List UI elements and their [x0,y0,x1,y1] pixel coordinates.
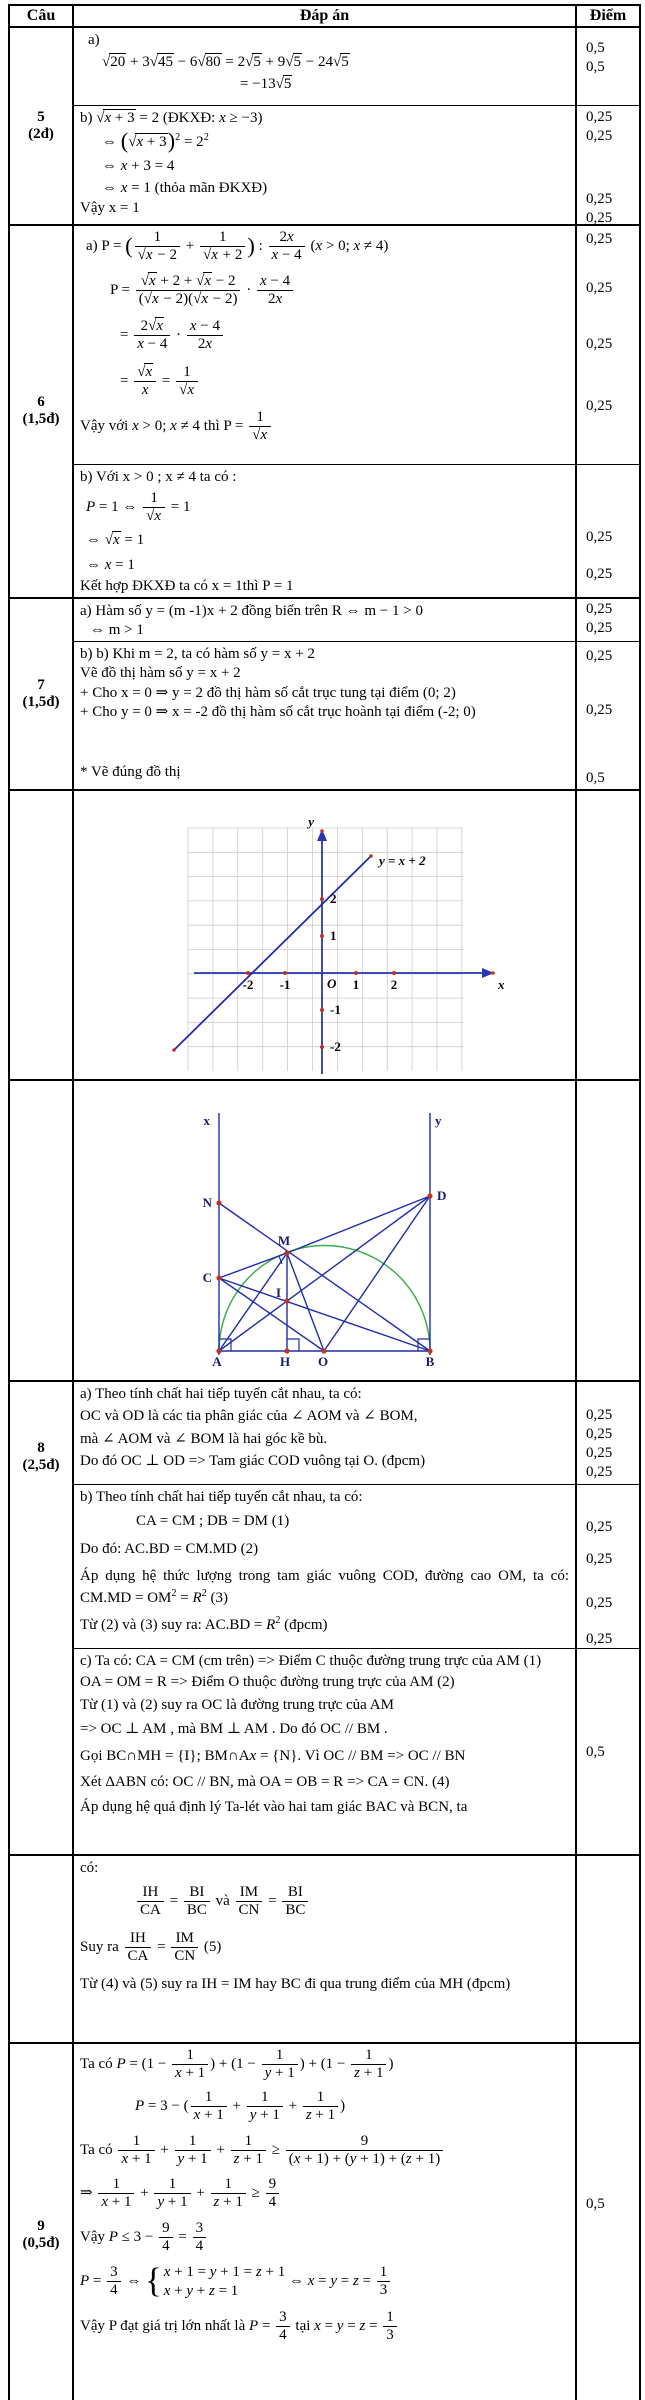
score-value: 0,25 [586,191,613,207]
drawing-cell [74,1081,577,1380]
section-graph [74,791,639,1079]
answer-line: b) √x + 3 = 2 (ĐKXĐ: x ≥ −3) [80,110,263,126]
score-value: 0,5 [586,2195,605,2212]
answer-line: + Cho x = 0 ⇒ y = 2 đồ thị hàm số cắt trục tung tại điểm (0; 2) [80,684,456,701]
answer-line: P = 3 − ( $\frac{1}{x + 1}$ + $\frac{1}{y + 1}$ + $\frac{1}{z + 1}$ ) [135,2089,346,2124]
answer-line: Ta có P = (1 − $\frac{1}{x + 1}$ ) + (1 − $\frac{1}{y + 1}$ ) + (1 − $\frac{1}{z + 1}$ ) [80,2046,394,2081]
answer-line: c) Ta có: CA = CM (cm trên) => Điểm C thuộc đường trung trực của AM (1) [80,1652,542,1669]
section-figure [74,1081,639,1380]
svg-text:C: C [202,1269,212,1285]
answer-line: P = $\frac{√x + 2 + √x - 2}{(√x - 2)(√x - 2)}$ · $\frac{x - 4}{2x}$ [110,273,569,309]
answer-line: b) b) Khi m = 2, ta có hàm số y = x + 2 [80,645,315,662]
score-cell [577,106,639,224]
answer-line: ⇔ √x = 1 [86,532,145,548]
answer-line: ⇒ $\frac{1}{x + 1}$ + $\frac{1}{y + 1}$ + $\frac{1}{z + 1}$ ≥ $\frac{9}{4}$ [80,2176,569,2212]
answer-line: Vậy x = 1 [80,200,140,217]
answer-line: Do đó OC ⊥ OD => Tam giác COD vuông tại O. (đpcm) [80,1453,426,1469]
answer-line: + Cho y = 0 ⇒ x = -2 đồ thị hàm số cắt trục hoành tại điểm (-2; 0) [80,704,476,720]
score-value: 0,25 [586,1425,613,1442]
answer-cell [74,1382,577,1484]
score-cell [577,599,639,641]
svg-text:A: A [212,1353,222,1369]
score-value: 0,25 [586,128,613,144]
answer-line: b) Theo tính chất hai tiếp tuyến cắt nhau, ta có: [80,1488,363,1505]
question-number: 6 [37,394,45,411]
score-cell [577,1382,639,1484]
question-row-figure [10,1081,639,1382]
score-cell [577,1485,639,1648]
svg-text:O: O [327,975,337,991]
answer-line: Vậy P đạt giá trị lớn nhất là P = $\frac{3}{4}$ tại x = y = z = $\frac{1}{3}$ [80,2309,569,2345]
svg-text:N: N [202,1194,212,1210]
function-graph [74,793,571,1074]
answer-section [74,226,639,465]
svg-text:H: H [279,1353,291,1369]
svg-text:1: 1 [352,976,360,992]
svg-text:M: M [277,1232,291,1248]
svg-text:-1: -1 [279,976,291,992]
score-cell [577,1856,639,2042]
question-number: 5 [37,109,45,125]
question-number: 7 [37,676,45,693]
svg-text:2: 2 [390,976,398,992]
question-number-cell [10,791,74,1079]
answer-section [74,465,639,597]
score-cell [577,226,639,464]
answer-line: P = 1 ⇔ $\frac{1}{√x}$ = 1 [86,489,191,524]
question-points-total: (1,5đ) [22,411,60,428]
score-value: 0,5 [586,40,605,56]
score-value: 0,25 [586,647,613,664]
svg-text:y: y [308,813,314,829]
drawing-cell [74,791,577,1079]
score-value: 0,5 [586,1743,605,1760]
answer-section [74,599,639,642]
answer-section [74,1649,639,1854]
answer-section [74,642,639,789]
question-number-cell [10,28,74,224]
answer-line: √20 + 3√45 − 6√80 = 2√5 + 9√5 − 24√5 [102,53,349,70]
answer-line: a) [88,32,100,48]
score-value: 0,25 [586,529,613,545]
question-row-q [10,1856,639,2044]
svg-text:y: y [435,1112,442,1128]
answer-line: = $\frac{√x}{x}$ = $\frac{1}{√x}$ [120,364,569,400]
question-number-cell [10,1081,74,1380]
question-body [74,28,639,224]
svg-text:x: x [498,976,505,992]
score-value: 0,25 [586,1594,613,1611]
score-value: 0,25 [586,1550,613,1567]
score-cell [577,1649,639,1854]
header-dapan: Đáp án [74,6,577,26]
answer-section [74,1856,639,2042]
question-points-total: (2,5đ) [22,1456,60,1473]
header-cau: Câu [10,6,74,26]
svg-text:D: D [437,1187,447,1203]
question-row-7 [10,599,639,791]
answer-section [74,28,639,106]
question-row-9 [10,2044,639,2400]
score-cell [577,791,639,1079]
answer-line: Từ (4) và (5) suy ra IH = IM hay BC đi qua trung điểm của MH (đpcm) [80,1976,511,1992]
answer-line: CA = CM ; DB = DM (1) [136,1513,290,1529]
svg-text:-1: -1 [330,1001,341,1017]
score-value: 0,25 [586,1463,613,1480]
svg-text:x: x [203,1112,210,1128]
score-value: 0,25 [586,1518,613,1535]
question-number: 8 [37,1439,45,1456]
score-cell [577,465,639,597]
svg-text:-2: -2 [242,976,254,992]
question-row-graph [10,791,639,1081]
header-diem: Điểm [589,7,627,24]
question-number-cell [10,226,74,597]
question-points-total: (2đ) [28,126,54,142]
score-value: 0,5 [586,769,605,786]
answer-line: có: [80,1859,99,1876]
answer-line: * Vẽ đúng đồ thị [80,763,181,780]
score-value: 0,25 [586,1444,613,1461]
question-points-total: (1,5đ) [22,693,60,710]
answer-line: OC và OD là các tia phân giác của ∠ AOM và ∠ BOM, [80,1408,418,1424]
answer-cell [74,1485,577,1648]
score-cell [577,28,639,105]
answer-cell [74,28,577,105]
table-header [10,6,639,28]
answer-line: Từ (2) và (3) suy ra: $AC.BD = R^2$ (đpcm) [80,1615,328,1633]
answer-line: OA = OM = R => Điểm O thuộc đường trung trực của AM (2) [80,1674,455,1690]
svg-text:2: 2 [330,890,337,906]
answer-line: $\frac{IH}{CA}$ = $\frac{BI}{BC}$ và $\frac{IM}{CN}$ = $\frac{BI}{BC}$ [135,1884,569,1920]
question-number-cell [10,599,74,789]
question-number: 9 [37,2217,45,2234]
score-value: 0,5 [586,59,605,75]
svg-text:I: I [275,1284,281,1300]
question-row-5 [10,28,639,226]
answer-section [74,2044,639,2400]
question-body [74,791,639,1079]
answer-cell [74,642,577,789]
question-number-cell [10,1856,74,2042]
score-value: 0,25 [586,566,613,582]
answer-cell [74,1649,577,1854]
answer-line: Do đó: AC.BD = CM.MD (2) [80,1540,259,1557]
score-value: 0,25 [586,398,613,414]
question-body [74,1081,639,1380]
answer-line: Vậy với x > 0; x ≠ 4 thì P = $\frac{1}{√x}$ [80,409,569,445]
question-number-cell [10,1382,74,1854]
answer-line: ⇔ x = 1 (thỏa mãn ĐKXĐ) [102,179,268,196]
score-cell [577,1081,639,1380]
answer-line: a) Theo tính chất hai tiếp tuyến cắt nhau, ta có: [80,1385,362,1402]
answer-line: ⇔ x = 1 [86,556,135,573]
question-body [74,1382,639,1854]
score-cell [577,2044,639,2400]
answer-cell [74,599,577,641]
answer-line: ⇔ m > 1 [90,622,144,638]
answer-cell [74,1856,577,2042]
answer-line: Suy ra $\frac{IH}{CA}$ = $\frac{IM}{CN}$ (5) [80,1929,222,1964]
answer-key-table [8,4,641,2400]
answer-line: => OC ⊥ AM , mà BM ⊥ AM . Do đó OC // BM . [80,1721,388,1737]
answer-cell [74,226,577,464]
answer-line: Gọi BC∩MH = {I}; BM∩Ax = {N}. Vì OC // BM => OC // BN [80,1747,466,1764]
answer-cell [74,106,577,224]
answer-line: = −13√5 [240,76,292,92]
answer-line: Xét ΔABN có: OC // BN, mà OA = OB = R => CA = CN. (4) [80,1774,450,1790]
answer-line: a) Hàm số y = (m -1)x + 2 đồng biến trên R ⇔ m − 1 > 0 [80,602,423,619]
score-value: 0,25 [586,210,613,224]
question-row-8 [10,1382,639,1856]
answer-line: mà ∠ AOM và ∠ BOM là hai góc kề bù. [80,1430,328,1447]
answer-line: Kết hợp ĐKXĐ ta có x = 1thì P = 1 [80,578,294,594]
question-number-cell [10,2044,74,2400]
answer-line: ⇔ x + 3 = 4 [102,158,175,175]
geometry-figure [74,1083,571,1375]
answer-line: Ta có $\frac{1}{x + 1}$ + $\frac{1}{y + 1}$ + $\frac{1}{z + 1}$ ≥ $\frac{9}{(x + 1) + (y + 1) + (z + 1)}$ [80,2133,569,2169]
svg-text:y = x + 2: y = x + 2 [379,852,426,868]
answer-cell [74,465,577,597]
answer-section [74,106,639,224]
answer-line: Áp dụng hệ thức lượng trong tam giác vuông COD, đường cao OM, ta có: $CM.MD = OM^2 = R^2$ (3) [80,1568,569,1606]
table-body [10,28,639,2400]
svg-text:B: B [425,1353,435,1369]
answer-line: Vẽ đồ thị hàm số y = x + 2 [80,665,241,681]
question-row-6 [10,226,639,599]
answer-line: Từ (1) và (2) suy ra OC là đường trung trực của AM [80,1696,394,1713]
answer-line: Vậy P ≤ 3 − $\frac{9}{4}$ = $\frac{3}{4}$ [80,2220,569,2256]
answer-line: ⇔ $(√x + 3)^2 = 2^2$ [102,127,209,153]
svg-text:-2: -2 [330,1038,341,1054]
answer-line: Áp dụng hệ quả định lý Ta-lét vào hai tam giác BAC và BCN, ta [80,1798,468,1815]
score-value: 0,25 [586,1406,613,1423]
svg-text:O: O [317,1353,329,1369]
score-value: 0,25 [586,1630,613,1647]
question-body [74,226,639,597]
score-value: 0,25 [586,280,613,296]
score-value: 0,25 [586,701,613,718]
score-value: 0,25 [586,600,613,617]
question-body [74,2044,639,2400]
svg-text:1: 1 [330,927,337,943]
score-value: 0,25 [586,336,613,352]
answer-line: a) P = ( $\frac{1}{√x - 2}$ + $\frac{1}{√x + 2}$ ) : $\frac{2x}{x - 4}$ (x > 0; x ≠ 4) [86,229,389,264]
answer-line: P = $\frac{3}{4}$ ⇔ { x + 1 = y + 1 = z + 1 x + y + z = 1 ⇔ x = y = z = $\frac{1}{3}$ [80,2263,569,2301]
question-points-total: (0,5đ) [22,2234,60,2251]
question-body [74,599,639,789]
answer-cell [74,2044,577,2400]
score-value: 0,25 [586,109,613,125]
answer-section [74,1485,639,1649]
score-value: 0,25 [586,231,613,247]
answer-section [74,1382,639,1485]
question-body [74,1856,639,2042]
answer-line: b) Với x > 0 ; x ≠ 4 ta có : [80,469,237,485]
score-cell [577,642,639,789]
score-value: 0,25 [586,619,613,636]
answer-line: = $\frac{2√x}{x - 4}$ · $\frac{x - 4}{2x}$ [120,318,569,354]
